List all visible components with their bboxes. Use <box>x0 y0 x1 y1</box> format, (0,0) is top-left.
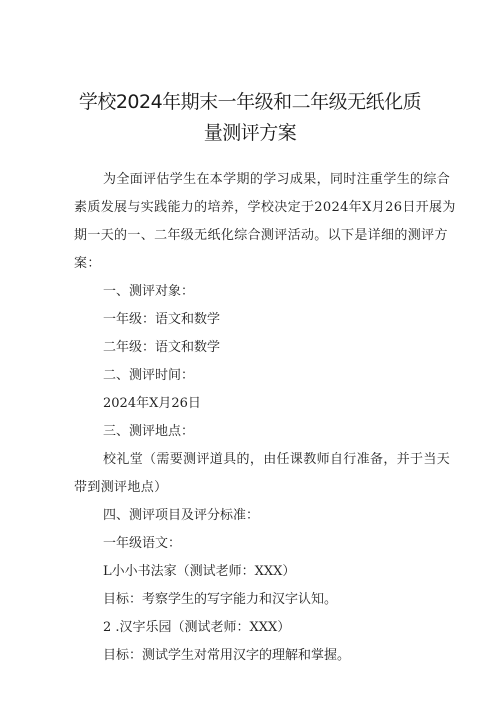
grade1-chinese-heading: 一年级语文： <box>103 536 182 551</box>
section-heading-targets: 一、测评对象： <box>103 284 195 299</box>
section-heading-location: 三、测评地点： <box>103 424 195 439</box>
item1-title: L小小书法家（测试老师：XXX） <box>103 564 296 579</box>
grade1-subjects: 一年级：语文和数学 <box>103 312 221 327</box>
grade2-subjects: 二年级：语文和数学 <box>103 340 221 355</box>
item2-title: 2 .汉字乐园（测试老师：XXX） <box>103 620 291 635</box>
intro-line-1: 为全面评估学生在本学期的学习成果，同时注重学生的综合 <box>103 172 451 187</box>
location-line-1: 校礼堂（需要测评道具的，由任课教师自行准备，并于当天 <box>103 452 451 467</box>
section-heading-items: 四、测评项目及评分标准： <box>103 508 260 523</box>
document-title-line-1: 学校2024年期末一年级和二年级无纸化质 <box>78 91 422 113</box>
item1-goal: 目标：考察学生的写字能力和汉字认知。 <box>103 592 338 607</box>
assessment-date: 2024年X月26日 <box>103 396 201 411</box>
location-line-2: 带到测评地点） <box>74 480 168 495</box>
intro-line-2: 素质发展与实践能力的培养，学校决定于2024年X月26日开展为 <box>74 200 456 215</box>
document-title-line-2: 量测评方案 <box>203 122 297 144</box>
section-heading-time: 二、测评时间： <box>103 368 195 383</box>
item2-goal: 目标：测试学生对常用汉字的理解和掌握。 <box>103 648 351 663</box>
intro-line-4: 案： <box>74 256 101 271</box>
intro-line-3: 期一天的一、二年级无纸化综合测评活动。以下是详细的测评方 <box>74 228 448 243</box>
